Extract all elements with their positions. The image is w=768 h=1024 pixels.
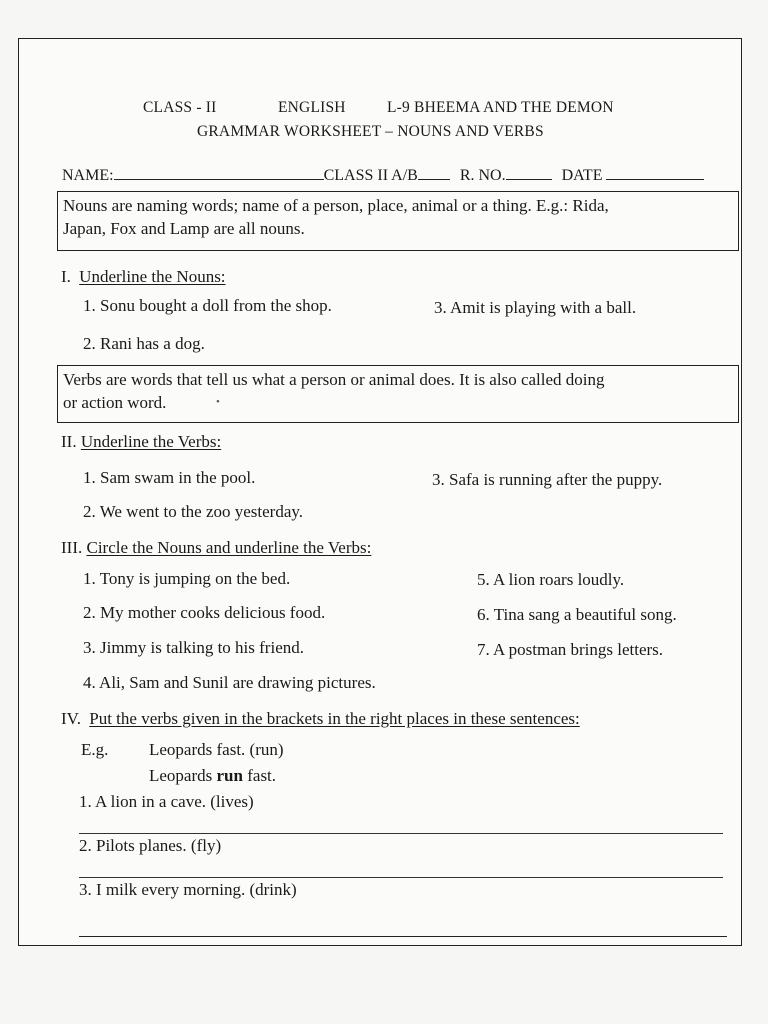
date-field[interactable] — [606, 165, 704, 180]
section3-item-5: 5. A lion roars loudly. — [477, 570, 625, 589]
section3-item-4: 4. Ali, Sam and Sunil are drawing pictures. — [83, 673, 376, 692]
section4-heading — [61, 709, 580, 729]
example-question: Leopards fast. (run) — [149, 740, 284, 759]
section1-item-3: 3. Amit is playing with a ball. — [434, 298, 637, 317]
section2-item-2: 2. We went to the zoo yesterday. — [83, 502, 304, 521]
date-label: DATE — [561, 167, 603, 184]
example-answer-pre: Leopards — [149, 766, 217, 785]
answer-line-3[interactable] — [79, 936, 727, 937]
section4-item-2: 2. Pilots planes. (fly) — [79, 836, 222, 855]
section3-number: III. — [61, 538, 83, 557]
section3-title: Circle the Nouns and underline the Verbs: — [86, 538, 372, 557]
section2-number: II. — [61, 432, 77, 451]
section1-heading — [61, 267, 226, 287]
worksheet-subtitle: GRAMMAR WORKSHEET – NOUNS AND VERBS — [197, 123, 544, 140]
class-label: CLASS II A/B — [323, 167, 418, 184]
section4-item-3: 3. I milk every morning. (drink) — [79, 880, 297, 899]
section1-title: Underline the Nouns: — [79, 267, 226, 286]
name-label: NAME: — [62, 167, 114, 184]
rno-field[interactable] — [506, 165, 552, 180]
example-label: E.g. — [81, 740, 109, 759]
info-row — [62, 165, 704, 186]
noun-definition-line2: Japan, Fox and Lamp are all nouns. — [63, 219, 305, 238]
section3-item-1: 1. Tony is jumping on the bed. — [83, 569, 291, 588]
answer-line-1[interactable] — [79, 833, 723, 834]
example-answer-verb: run — [216, 766, 243, 785]
section2-item-1: 1. Sam swam in the pool. — [83, 468, 256, 487]
example-answer-post: fast. — [242, 766, 277, 785]
example-answer — [149, 766, 276, 786]
section3-item-2: 2. My mother cooks delicious food. — [83, 603, 326, 622]
lesson-heading: L-9 BHEEMA AND THE DEMON — [387, 99, 614, 116]
rno-label: R. NO. — [459, 167, 506, 184]
section2-title: Underline the Verbs: — [80, 432, 222, 451]
section1-number: I. — [61, 267, 71, 286]
section3-item-6: 6. Tina sang a beautiful song. — [477, 605, 677, 624]
section3-item-7: 7. A postman brings letters. — [477, 640, 664, 659]
section4-title: Put the verbs given in the brackets in the right places in these sentences: — [89, 709, 580, 728]
answer-line-2[interactable] — [79, 877, 723, 878]
verb-definition-box — [57, 365, 739, 423]
section2-heading — [61, 432, 221, 452]
noun-definition-box — [57, 191, 739, 251]
worksheet-page — [18, 38, 742, 946]
class-heading: CLASS - II — [143, 99, 217, 116]
noun-definition-line1: Nouns are naming words; name of a person, place, animal or a thing. E.g.: Rida, — [63, 196, 609, 215]
section1-item-2: 2. Rani has a dog. — [83, 334, 205, 353]
verb-definition-line1: Verbs are words that tell us what a person or animal does. It is also called doing — [63, 370, 605, 389]
section3-heading — [61, 538, 371, 558]
section2-item-3: 3. Safa is running after the puppy. — [432, 470, 663, 489]
section4-item-1: 1. A lion in a cave. (lives) — [79, 792, 254, 811]
section4-number: IV. — [61, 709, 81, 728]
subject-heading: ENGLISH — [278, 99, 346, 116]
section1-item-1: 1. Sonu bought a doll from the shop. — [83, 296, 332, 315]
verb-definition-line2: or action word. — [63, 393, 167, 412]
section3-item-3: 3. Jimmy is talking to his friend. — [83, 638, 304, 657]
name-field[interactable] — [114, 165, 324, 180]
class-field[interactable] — [418, 165, 450, 180]
ink-speck: • — [216, 396, 220, 408]
